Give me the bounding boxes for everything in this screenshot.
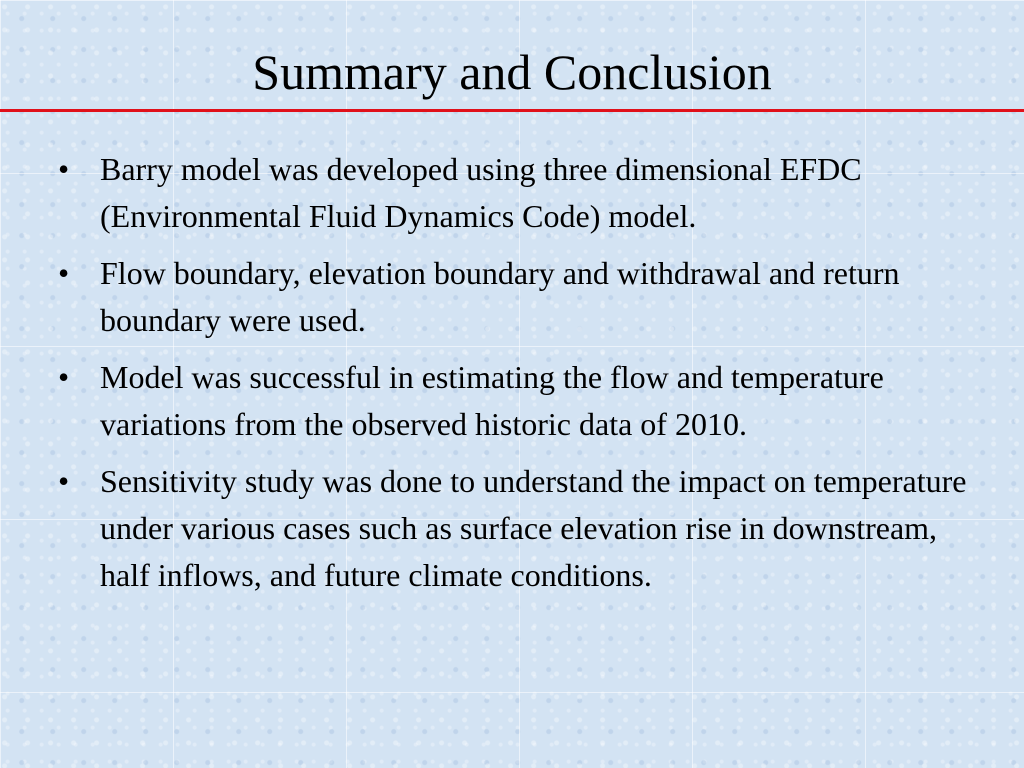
bullet-item	[58, 458, 978, 599]
bullet-text: Barry model was developed using three dimensional EFDC (Environmental Fluid Dynamics Code) model.	[100, 151, 862, 234]
bullet-item	[58, 354, 978, 448]
bullet-item	[58, 250, 978, 344]
bullet-text: Flow boundary, elevation boundary and withdrawal and return boundary were used.	[100, 255, 900, 338]
bullet-item	[58, 146, 978, 240]
bullet-text: Sensitivity study was done to understand the impact on temperature under various cases such as surface elevation rise in downstream, half inflows, and future climate conditions.	[100, 463, 967, 593]
bullet-text: Model was successful in estimating the flow and temperature variations from the observed historic data of 2010.	[100, 359, 884, 442]
title-divider	[0, 109, 1024, 112]
bullet-marker: •	[58, 463, 70, 499]
slide-title: Summary and Conclusion	[252, 44, 772, 100]
bullet-list	[58, 146, 978, 609]
bullet-marker: •	[58, 151, 70, 187]
bullet-marker: •	[58, 255, 70, 291]
bullet-marker: •	[58, 359, 70, 395]
